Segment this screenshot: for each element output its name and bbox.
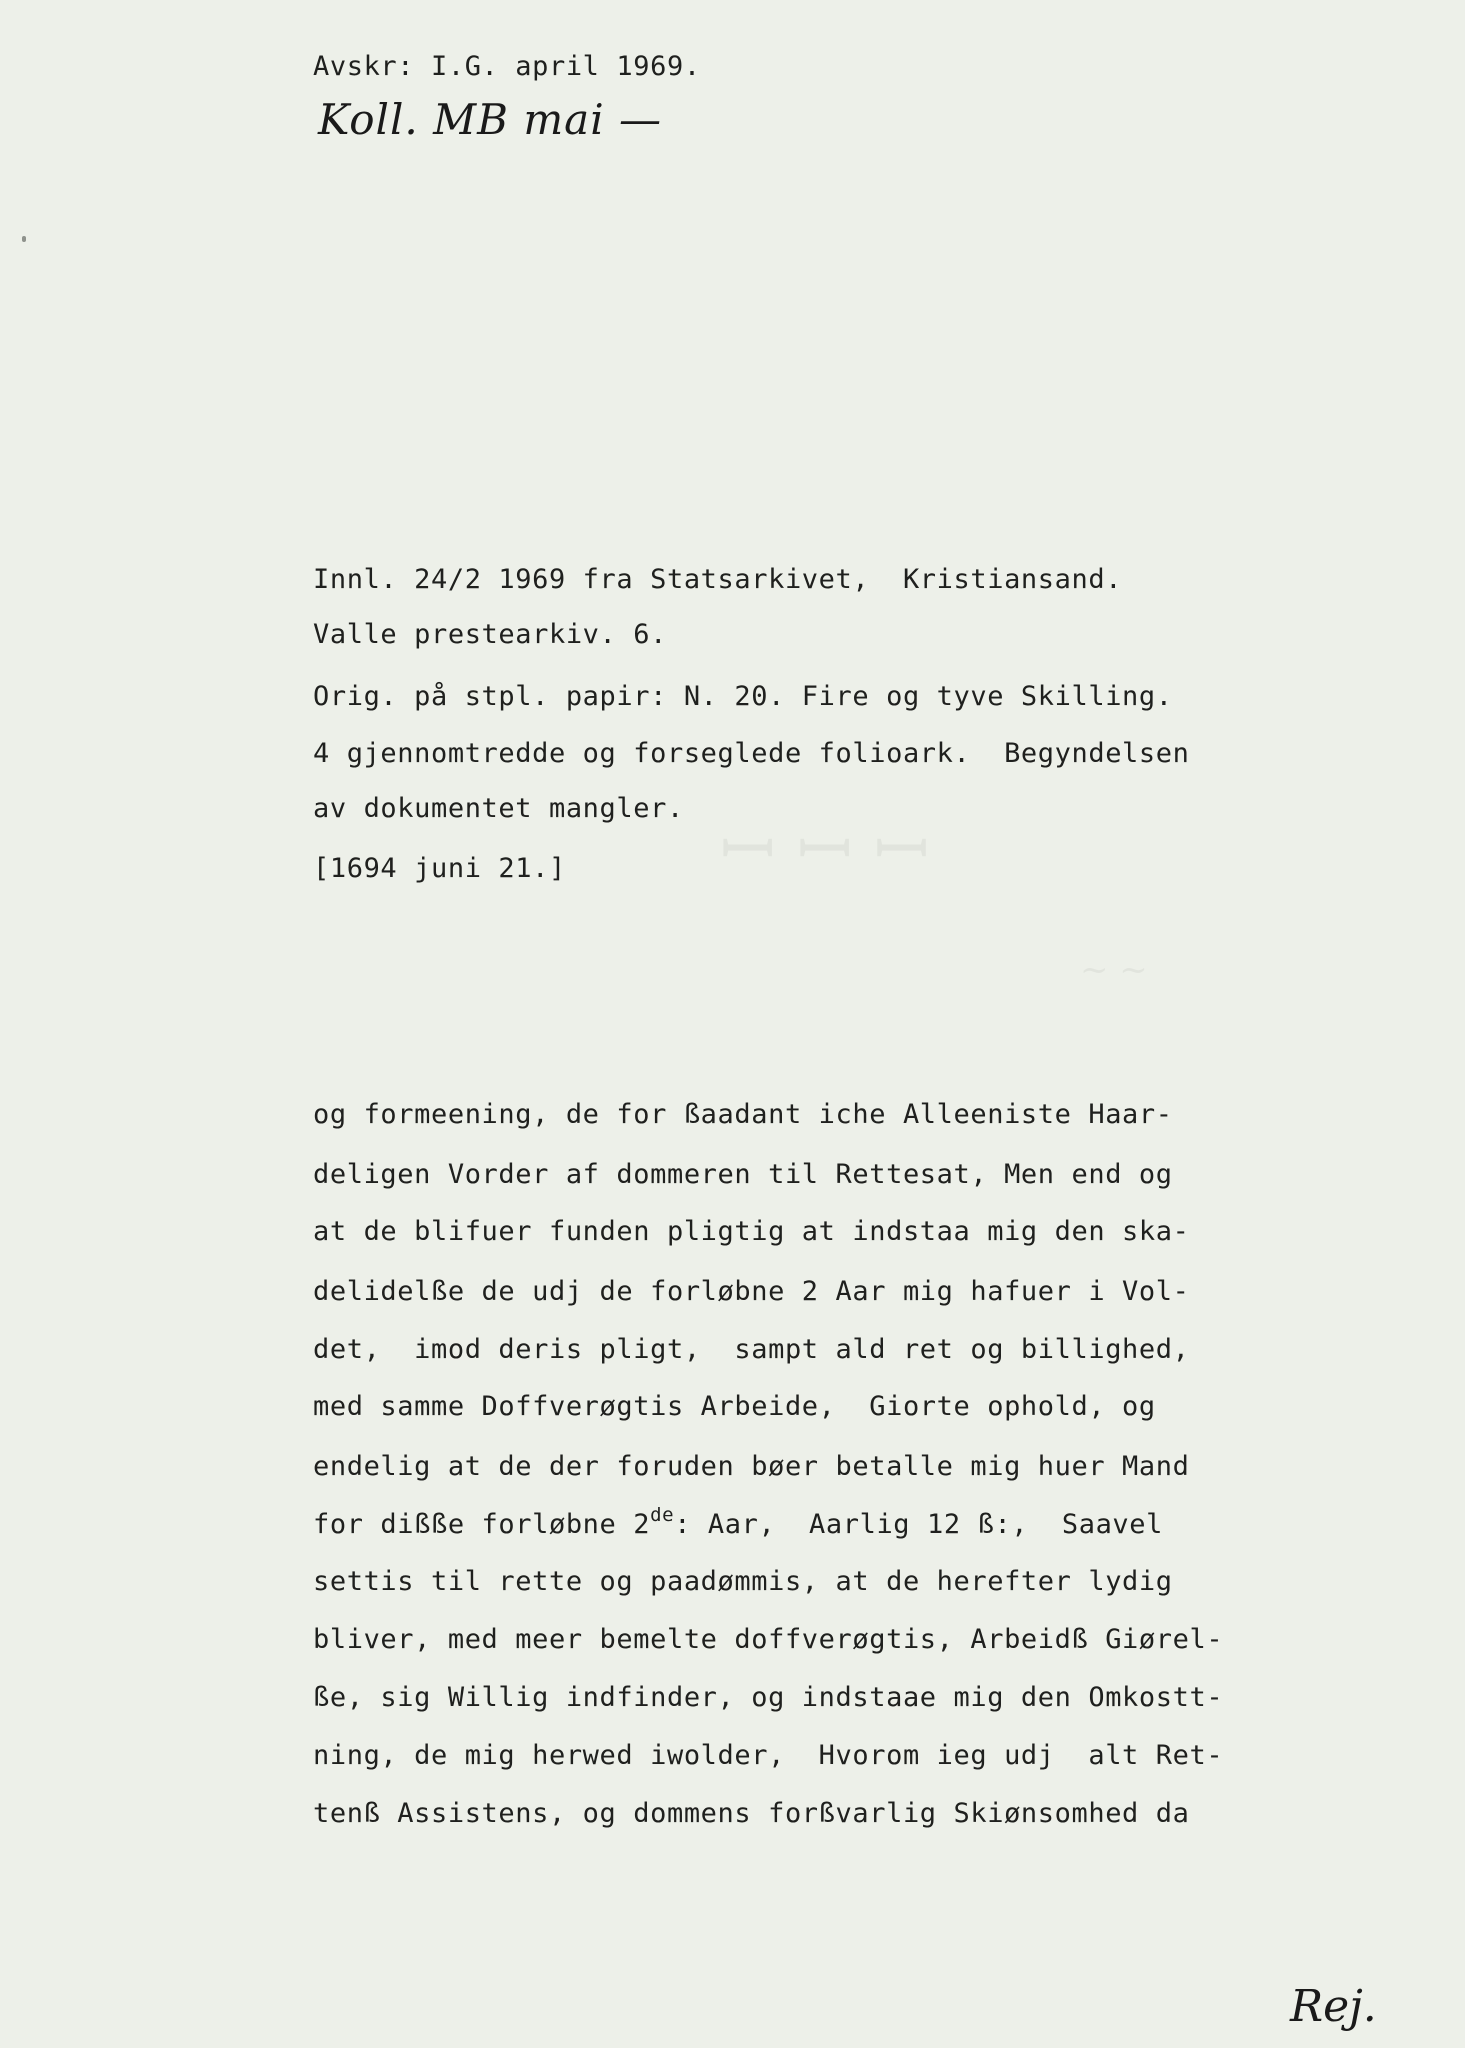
body-line: ning, de mig herwed iwolder, Hvorom ieg udj alt Ret- bbox=[313, 1740, 1224, 1771]
source-line: av dokumentet mangler. bbox=[313, 793, 684, 824]
ordinal-superscript: de bbox=[650, 1504, 675, 1526]
body-line: at de blifuer funden pligtig at indstaa mig den ska- bbox=[313, 1216, 1190, 1247]
body-line: settis til rette og paadømmis, at de herefter lydig bbox=[313, 1566, 1173, 1597]
body-line-text: for dißße forløbne 2 bbox=[313, 1509, 651, 1540]
handwritten-note: Koll. MB mai — bbox=[318, 95, 662, 144]
source-date: [1694 juni 21.] bbox=[313, 853, 566, 884]
source-line: 4 gjennomtredde og forseglede folioark. Begyndelsen bbox=[313, 738, 1190, 769]
page-mark: Rej. bbox=[1290, 1981, 1377, 2032]
body-line: ße, sig Willig indfinder, og indstaae mig den Omkostt- bbox=[313, 1682, 1224, 1713]
body-line bbox=[313, 1504, 1163, 1542]
body-line: det, imod deris pligt, sampt ald ret og billighed, bbox=[313, 1334, 1190, 1365]
body-line: med samme Doffverøgtis Arbeide, Giorte ophold, og bbox=[313, 1391, 1156, 1422]
source-line: Orig. på stpl. papir: N. 20. Fire og tyve Skilling. bbox=[313, 681, 1173, 712]
bleed-through-marks: ~ ~ bbox=[1080, 950, 1148, 990]
body-line-text: : Aar, Aarlig 12 ß:, Saavel bbox=[674, 1509, 1163, 1540]
edge-speck bbox=[22, 236, 26, 242]
body-line: endelig at de der foruden bøer betalle mig huer Mand bbox=[313, 1451, 1190, 1482]
body-line: bliver, med meer bemelte doffverøgtis, Arbeidß Giørel- bbox=[313, 1624, 1224, 1655]
body-line: deligen Vorder af dommeren til Rettesat, Men end og bbox=[313, 1159, 1173, 1190]
body-line: tenß Assistens, og dommens forßvarlig Skiønsomhed da bbox=[313, 1798, 1190, 1829]
bleed-through-marks: ꟷ ꟷ ꟷ bbox=[720, 811, 930, 890]
body-line: delidelße de udj de forløbne 2 Aar mig hafuer i Vol- bbox=[313, 1276, 1190, 1307]
source-line: Valle prestearkiv. 6. bbox=[313, 619, 667, 650]
copy-note: Avskr: I.G. april 1969. bbox=[313, 51, 701, 82]
body-line: og formeening, de for ßaadant iche Alleeniste Haar- bbox=[313, 1099, 1173, 1130]
source-line: Innl. 24/2 1969 fra Statsarkivet, Kristiansand. bbox=[313, 564, 1123, 595]
